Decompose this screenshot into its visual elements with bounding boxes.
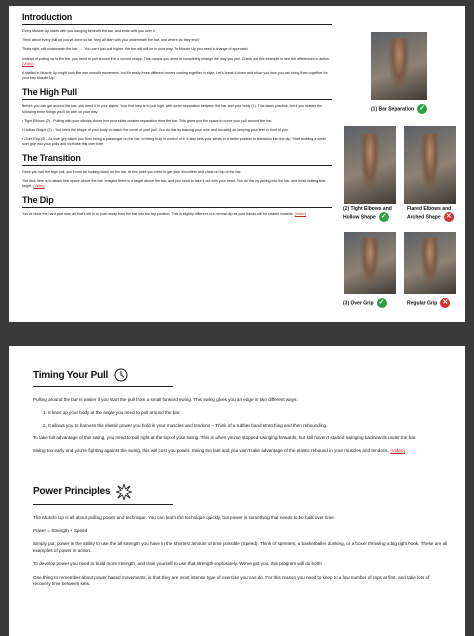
cross-icon: ✕	[440, 298, 450, 308]
caption-regular-grip: Regular Grip ✕	[407, 298, 463, 308]
dip-paragraph: You've done the hard part now, all that's left is to push away from the bar into the top position. This is slightly different to a normal dip as your hands will be rotated inwards.	[22, 212, 294, 217]
check-icon: ✓	[377, 298, 387, 308]
timing-list-item-1: 1. It lines up your body at the angle you need to pull around the bar.	[43, 410, 181, 416]
section-title-dip: The Dip	[22, 195, 332, 208]
section-title-high-pull: The High Pull	[22, 87, 332, 100]
intro-paragraph-5: A stalled in Muscle Up might look like one smooth movement, but it's really three different moves coming together in style. Let's break it down and show you how you can bring them together for your first Muscle Up!	[22, 71, 328, 81]
intro-paragraph-2: Think about every pull up you've done so far, they all start with you underneath the bar, and where do they end?	[22, 38, 200, 43]
transition-paragraph-2: The trick here is to attack that space above the bar. Imagine there is a target above the bar, and you need to take it out with your head. You do this by pulling into the bar, and head-butting that target.	[22, 179, 326, 189]
timing-list-item-2: 2. It allows you to harness the elastic power you hold in your muscles and tendons – Think of a rubber band stretching and then rebounding.	[43, 422, 328, 428]
power-paragraph-1: The Muscle Up is all about pulling power and technique. You can learn the technique quickly, but power is something that needs to be built over time.	[33, 514, 336, 520]
video-link[interactable]: (Video)	[390, 448, 405, 454]
section-title-introduction: Introduction	[22, 12, 332, 25]
section-title-transition: The Transition	[22, 153, 332, 166]
regular-grip-photo	[404, 232, 456, 294]
tight-elbows-photo	[344, 126, 396, 204]
power-formula: Power = Strength + Speed	[33, 528, 88, 534]
highpull-bullet-tight-elbows: • Tight Elbows (2) - Pulling with your elbows closer into your sides creates separation from the bar. This gives you the space to curve your pull around the bar.	[22, 118, 273, 123]
intro-paragraph-1: Every Muscle Up starts with you hanging beneath the bar, and ends with you over it.	[22, 29, 156, 33]
caption-flared-elbows: Flared Elbows and Arched Shape ✕	[407, 206, 461, 222]
power-paragraph-4: One thing to remember about power based movements, is that they are most intense type of exercise you can do. For this reason you need to keep to a low number of reps at first, and take lots of recovery time between sets.	[33, 574, 430, 587]
check-icon: ✓	[417, 104, 427, 114]
timing-paragraph-1: Pulling around the bar is easier if you start the pull from a small forward swing. This swing gives you an edge in two different ways:	[33, 397, 298, 402]
caption-bar-separation: (1) Bar Separation ✓	[371, 104, 451, 114]
video-link[interactable]: (Video)	[294, 212, 307, 217]
flared-elbows-photo	[404, 126, 456, 204]
caption-over-grip: (3) Over Grip ✓	[343, 298, 403, 308]
video-link[interactable]: (Video)	[33, 184, 45, 189]
timing-paragraph-3: Swing too early and you're fighting against the swing, this will cost you power. Swing too late and you won't take advantage of the elastic rebound in your muscles and tendons.	[33, 448, 389, 454]
document-page-1	[9, 6, 465, 322]
check-icon: ✓	[379, 212, 389, 222]
timing-paragraph-2: To take full advantage of this swing, you need to pull right at the top of your swing. This is when you've stopped swinging forwards, but still haven't started swinging backwards under the bar.	[33, 434, 417, 440]
bar-separation-photo	[371, 32, 427, 100]
intro-paragraph-4: Instead of pulling up to the bar, you need to pull around it in a curved shape. This means you need to completely change the way you pull. Check out this example to see the differences in action.	[22, 56, 330, 61]
page1-text-column	[22, 6, 332, 222]
highpull-bullet-over-grip: • Over Grip (3) - As over grip takes you from being a passenger on the bar, to being truly in control of it. It also sets your wrists in a better position to transition into the dip. Start building a small over grip into your pulls and increase this over time.	[22, 136, 326, 146]
transition-paragraph-1: Once you nail the high pull, you'll now be looking down on the bar. At this point you need to get your shoulders and chest on top of the bar.	[22, 169, 242, 174]
page2-text-column	[33, 368, 448, 594]
power-paragraph-2: Simply put, power is the ability to use the all strength you have in the shortest amount of time possible (Speed). Think of sprinters, a basketballer dunking, or a boxer throwing a big right hook. These are all examples of power in action.	[33, 541, 448, 553]
section-title-timing: Timing Your Pull	[33, 369, 109, 381]
power-heading	[33, 484, 448, 500]
timing-heading	[33, 368, 448, 382]
clock-icon	[114, 368, 128, 382]
highpull-paragraph: Before you can get around the bar, you need it in your sights. Your first step is to pull high, with some separation between the bar and your body (1). This takes practice, but if you master the following three things you'll be well on your way.	[22, 104, 323, 114]
cross-icon: ✕	[444, 212, 454, 222]
power-paragraph-3: To develop power you need to build more strength, and train yourself to use that strength explosively. We've got you, this program will do both!	[33, 561, 322, 567]
video-link[interactable]: (Video)	[22, 61, 34, 66]
over-grip-photo	[344, 232, 396, 294]
section-title-power: Power Principles	[33, 486, 111, 498]
caption-tight-elbows: (2) Tight Elbows and Hollow Shape ✓	[343, 206, 392, 221]
highpull-bullet-hollow-shape: • Hollow Shape (2) - You need the shape of your body to match the curve of your pull. You do this by bracing your core and focusing on keeping your feet in front of you.	[22, 127, 289, 132]
burst-icon	[116, 484, 132, 500]
document-page-2	[9, 346, 465, 636]
intro-paragraph-3: Thats right, still underneath the bar . . . You can't just pull higher, the bar will still be in your way. To Muscle Up you need a change of approach.	[22, 47, 249, 52]
